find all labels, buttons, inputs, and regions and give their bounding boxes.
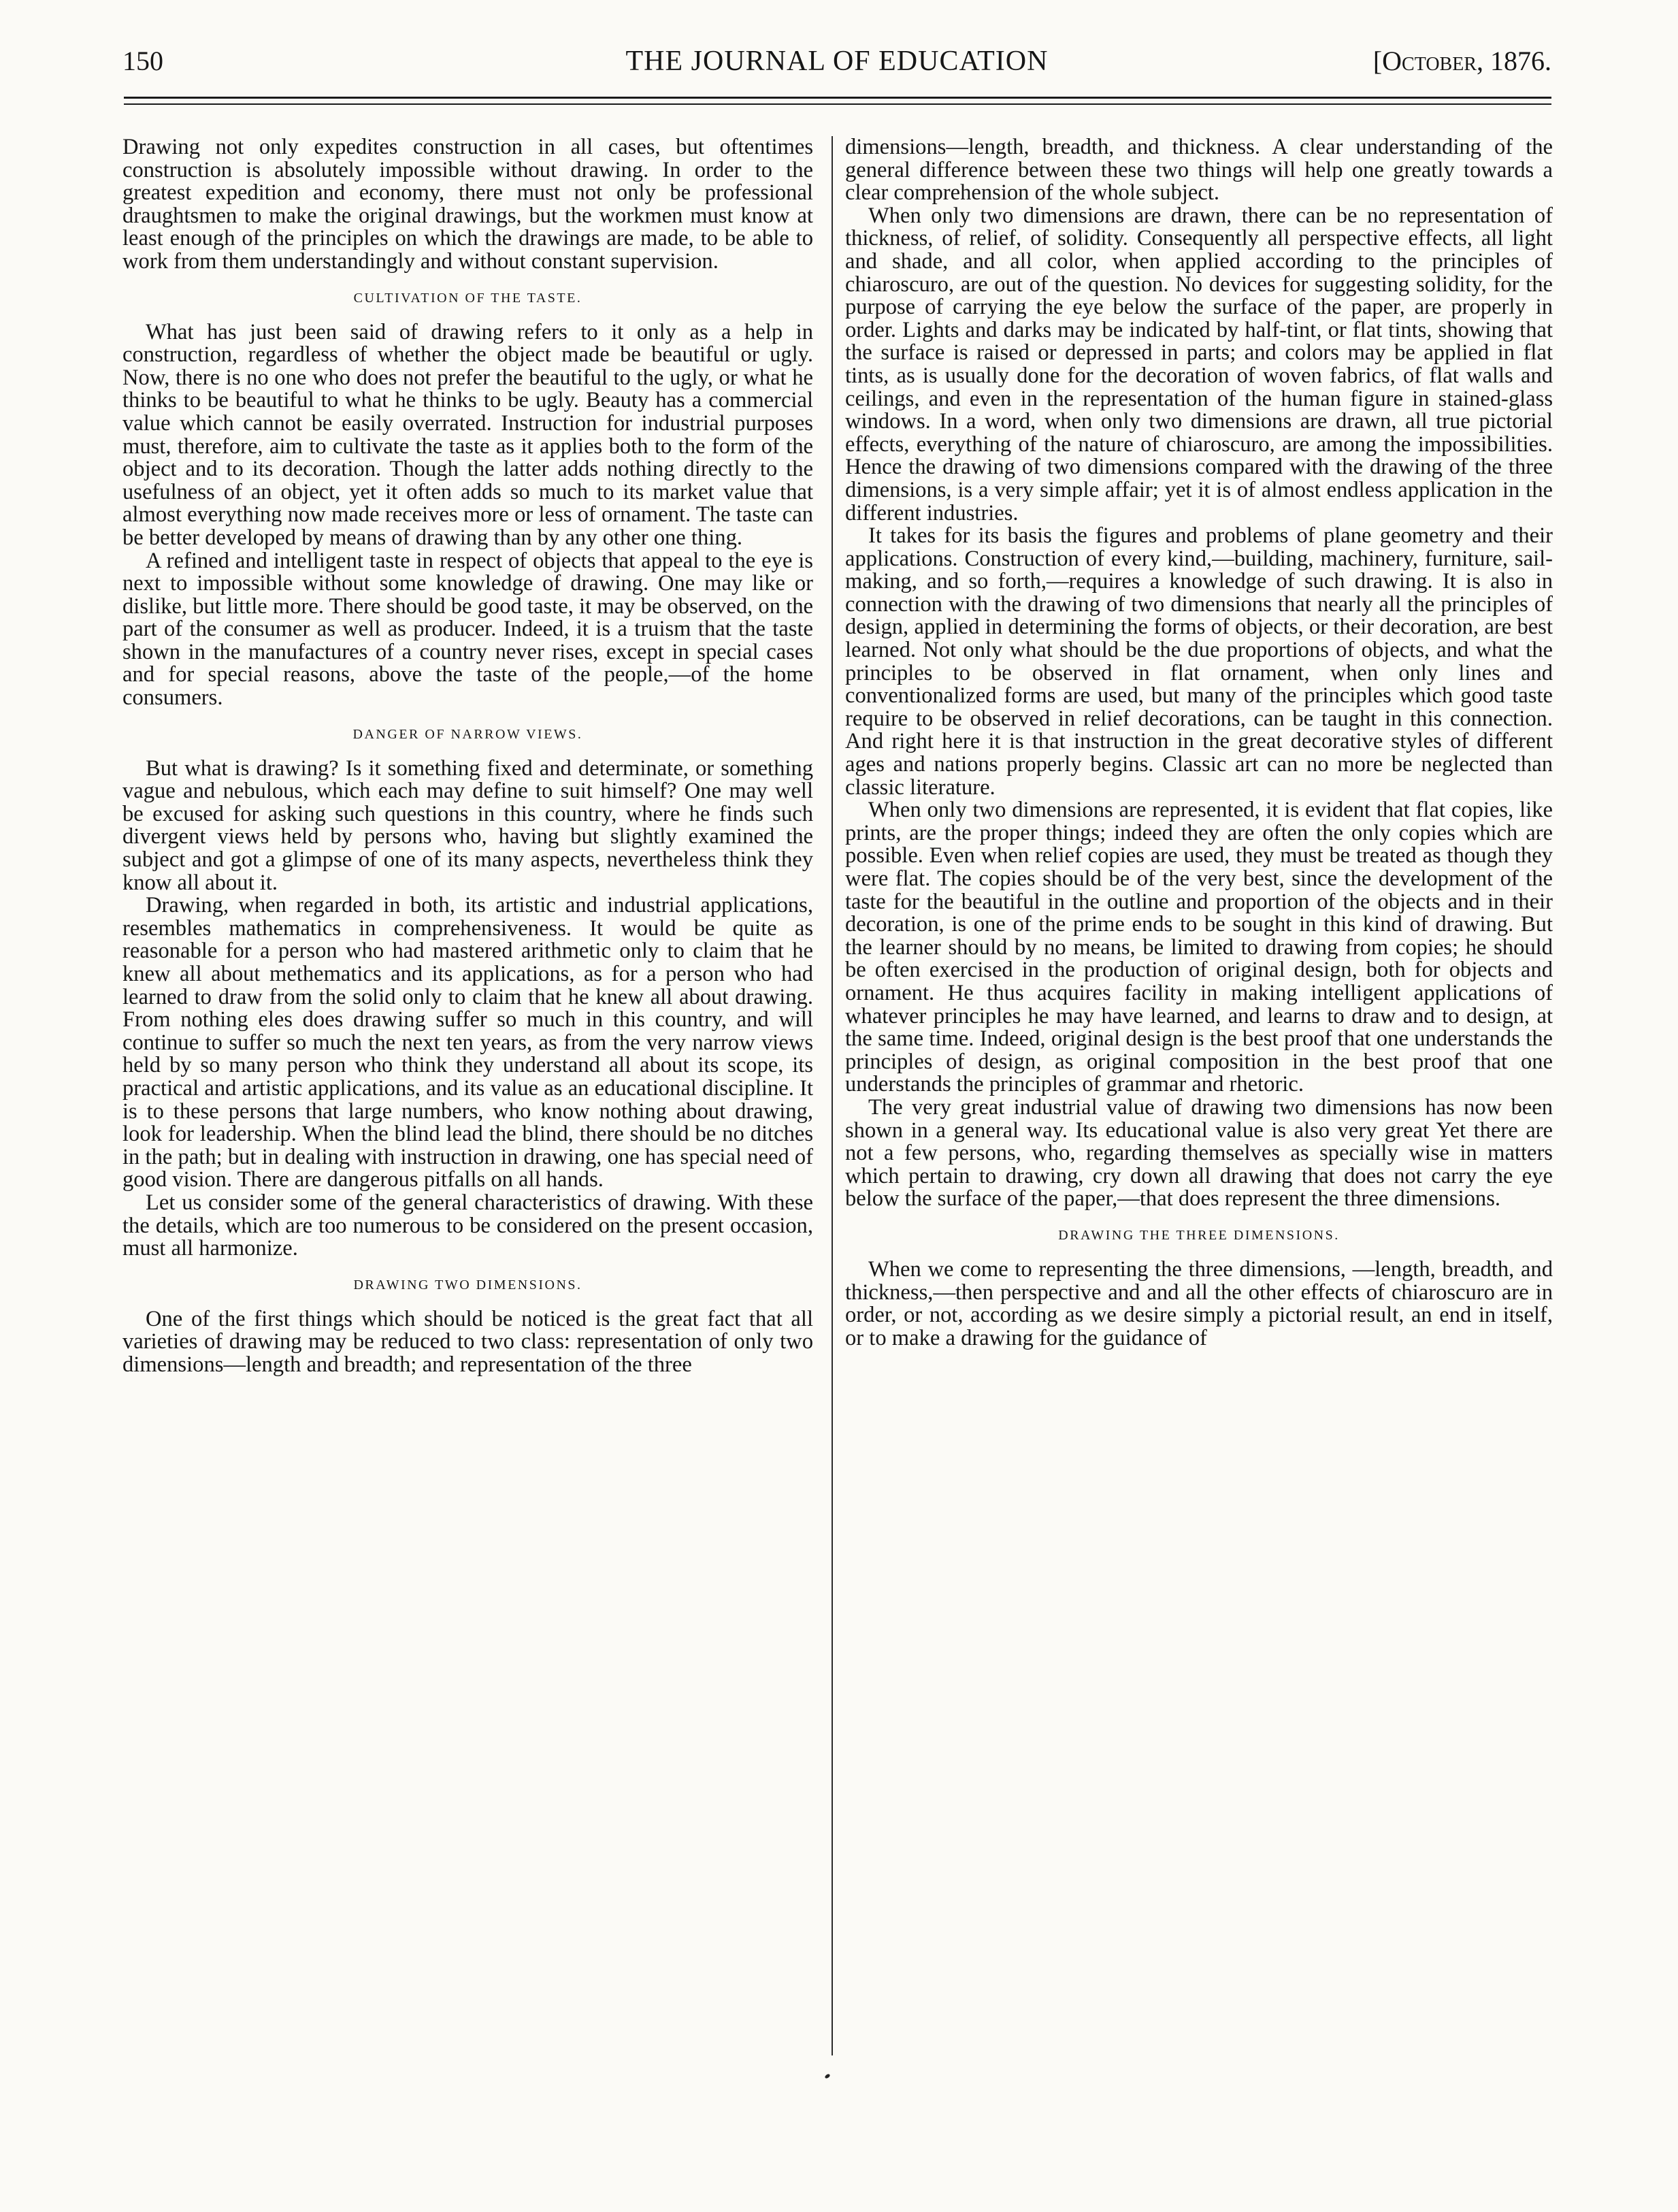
section-heading-three-dimensions: DRAWING THE THREE DIMENSIONS. <box>1058 1227 1340 1243</box>
paragraph: When only two dimensions are drawn, there can be no representation of thickness, of relief, of solidity. Consequently all perspective effects, all light and shade, and all color, when applied according to the principles of chiaroscuro, are out of the question. No devices for suggesting solidity, for the purpose of carrying the eye below the surface of the paper, are properly in order. Lights and darks may be indicated by half-tint, or flat tints, showing that the surface is raised or depressed in parts; and colors may be applied in flat tints, as is usually done for the decoration of woven fabrics, of flat walls and ceilings, and even in the representation of the human figure in stained-glass windows. In a word, when only two dimensions are drawn, all true pictorial effects, everything of the nature of chiaroscuro, are among the impossibilities. Hence the drawing of two dimensions compared with the drawing of the three dimensions, is a very simple affair; yet it is of almost endless application in the different industries. <box>845 203 1553 525</box>
paragraph: A refined and intelligent taste in respect of objects that appeal to the eye is next to impossible without some knowledge of drawing. One may like or dislike, but little more. There should be good taste, it may be observed, on the part of the consumer as well as producer. Indeed, it is a truism that the taste shown in the manufactures of a country never rises, except in special cases and for special reasons, above the taste of the people,—of the home consumers. <box>122 548 813 711</box>
ink-speck <box>824 2073 830 2079</box>
paragraph: When only two dimensions are represented, it is evident that flat copies, like prints, are the proper things; indeed they are often the only copies which are possible. Even when relief copies are used, they must be treated as though they were flat. The copies should be of the very best, since the development of the taste for the beautiful in the outline and proportion of the objects and in their decoration, is one of the prime ends to be sought in this kind of drawing. But the learner should by no means, be limited to drawing from copies; he should be often exercised in the production of original design, both for objects and ornament. He thus acquires facility in making intelligent applications of whatever principles he may have learned, and learns to draw and to design, at the same time. Indeed, original design is the best proof that one understands the principles of design, as original composition in the best proof that one understands the principles of grammar and rhetoric. <box>845 798 1553 1097</box>
paragraph: The very great industrial value of drawing two dimensions has now been shown in a general way. Its educational value is also very great Yet there are not a few persons, who, regarding themselves as specially wise in matters which pertain to drawing, cry down all drawing that does not carry the eye below the surface of the paper,—that does represent the three dimensions. <box>845 1094 1553 1211</box>
section-heading-danger: DANGER OF NARROW VIEWS. <box>352 726 583 742</box>
running-header <box>122 45 1551 86</box>
paragraph: What has just been said of drawing refers to it only as a help in construction, regardless of whether the object made be beautiful or ugly. Now, there is no one who does not prefer the beautiful to the ugly, or what he thinks to be beautiful to what he thinks to be ugly. Beauty has a commercial value which cannot be easily overrated. Instruction for industrial purposes must, therefore, aim to cultivate the taste as it applies both to the form of the object and to its decoration. Though the latter adds nothing directly to the usefulness of an object, yet it often adds so much to its market value that almost everything now made receives more or less of ornament. The taste can be better developed by means of drawing than by any other one thing. <box>122 319 813 550</box>
paragraph: dimensions—length, breadth, and thickness. A clear understanding of the general difference between these two things will help one greatly towards a clear comprehension of the whole subject. <box>845 136 1553 206</box>
column-divider <box>832 136 833 2055</box>
header-rule-thin <box>124 103 1551 105</box>
journal-title: THE JOURNAL OF EDUCATION <box>625 46 1049 77</box>
header-rule-thick <box>124 97 1551 99</box>
issue-date: [October, 1876. <box>1372 46 1551 76</box>
paragraph: One of the first things which should be noticed is the great fact that all varieties of drawing may be reduced to two class: representation of only two dimensions—length and breadth; and representation of the three <box>122 1306 813 1377</box>
paragraph: But what is drawing? Is it something fixed and determinate, or something vague and nebulous, which each may define to suit himself? One may well be excused for asking such questions in this country, where he finds such divergent views held by persons who, having but slightly examined the subject and got a glimpse of one of its many aspects, nevertheless think they know all about it. <box>122 755 813 895</box>
left-column <box>122 136 813 2110</box>
page-number: 150 <box>122 46 163 76</box>
paragraph: When we come to representing the three dimensions, —length, breadth, and thickness,—then perspective and and all the other effects of chiaroscuro are in order, or not, according as we desire simply a pictorial result, an end in itself, or to make a drawing for the guidance of <box>845 1256 1553 1350</box>
paragraph: It takes for its basis the figures and problems of plane geometry and their applications. Construction of every kind,—building, machinery, furniture, sail-making, and so forth,—requires a knowledge of such drawing. It is also in connection with the drawing of two dimensions that nearly all the principles of design, applied in determining the forms of objects, or their decoration, are best learned. Not only what should be the due proportions of objects, and what the principles to be observed in flat ornament, when only lines and conventionalized forms are used, but many of the principles which good taste require to be observed in relief decorations, can be taught in this connection. And right here it is that instruction in the great decorative styles of different ages and nations properly begins. Classic art can no more be neglected than classic literature. <box>845 523 1553 800</box>
paragraph: Let us consider some of the general characteristics of drawing. With these the details, which are too numerous to be considered on the present occasion, must all harmonize. <box>122 1190 813 1261</box>
section-heading-cultivation: CULTIVATION OF THE TASTE. <box>353 290 582 306</box>
paragraph: Drawing, when regarded in both, its artistic and industrial applications, resembles mathematics in comprehensiveness. It would be quite as reasonable for a person who had mastered arithmetic only to claim that he knew all about methematics and its applications, as for a person who had learned to draw from the solid only to claim that he knew all about drawing. From nothing eles does drawing suffer so much in this country, and will continue to suffer so much the next ten years, as from the very narrow views held by so many person who think they understand all about its scope, its practical and artistic applications, and its value as an educational discipline. It is to these persons that large numbers, who know nothing about drawing, look for leadership. When the blind lead the blind, there should be no ditches in the path; but in dealing with instruction in drawing, one has special need of good vision. There are dangerous pitfalls on all hands. <box>122 893 813 1192</box>
right-column <box>845 136 1553 2110</box>
section-heading-two-dimensions: DRAWING TWO DIMENSIONS. <box>353 1277 582 1292</box>
paragraph: Drawing not only expedites construction in all cases, but oftentimes construction is absolutely impossible without drawing. In order to the greatest expedition and economy, there must not only be professional draughtsmen to make the original drawings, but the workmen must know at least enough of the principles on which the drawings are made, to be able to work from them understandingly and without constant supervision. <box>122 136 813 274</box>
